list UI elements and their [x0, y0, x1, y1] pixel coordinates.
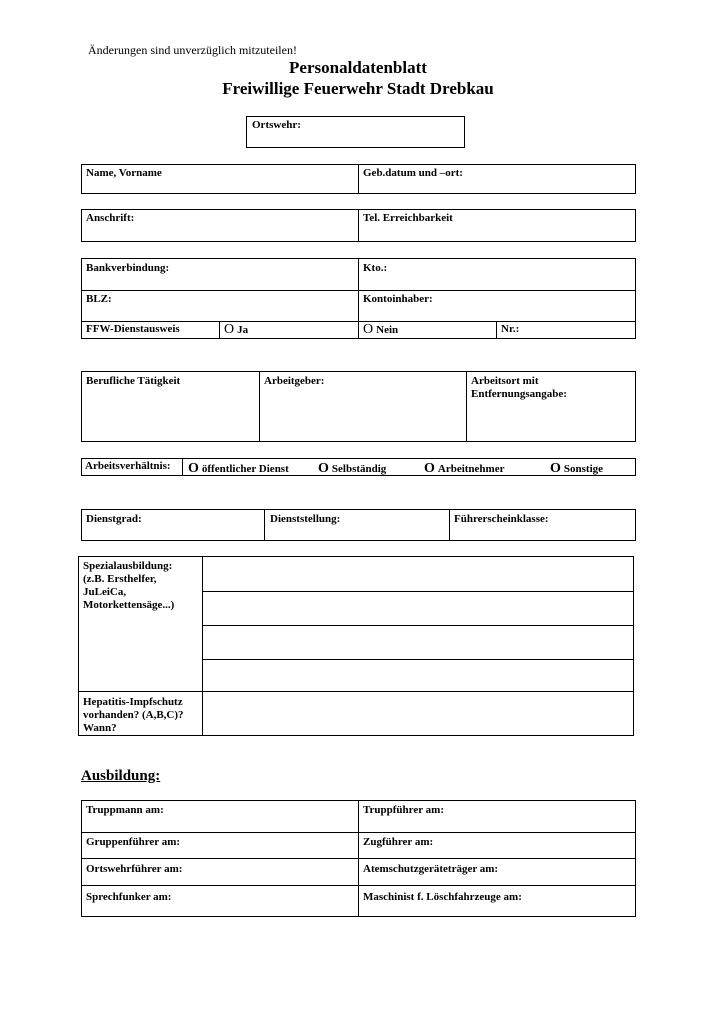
nr-label: Nr.:: [501, 323, 520, 335]
kto-label: Kto.:: [363, 262, 388, 274]
bank-table: [81, 258, 636, 339]
beruf-table: [81, 371, 636, 442]
option-selbstaendig[interactable]: O Selbständig: [318, 461, 387, 476]
sprechfunker-label: Sprechfunker am:: [86, 891, 172, 903]
kontoinhaber-label: Kontoinhaber:: [363, 293, 433, 305]
spezial-label-2: (z.B. Ersthelfer,: [83, 573, 157, 585]
ausbildung-table: [81, 800, 636, 917]
anschrift-label: Anschrift:: [86, 212, 135, 224]
arbeitsort-label-2: Entfernungsangabe:: [471, 388, 567, 400]
ja-option[interactable]: O Ja: [224, 322, 249, 337]
tel-label: Tel. Erreichbarkeit: [363, 212, 453, 224]
dienstgrad-label: Dienstgrad:: [86, 513, 142, 525]
page-title: Personaldatenblatt: [289, 58, 427, 77]
radio-circle-icon: O: [363, 322, 374, 337]
ausweis-label: FFW-Dienstausweis: [86, 323, 180, 335]
notice-text: Änderungen sind unverzüglich mitzuteilen!: [88, 43, 297, 57]
radio-circle-icon: O: [424, 461, 435, 476]
name-geb-row: [81, 164, 636, 194]
hepatitis-label-3: Wann?: [83, 722, 117, 734]
spezial-label-1: Spezialausbildung:: [83, 560, 173, 572]
radio-circle-icon: O: [550, 461, 561, 476]
option-arbeitnehmer[interactable]: O Arbeitnehmer: [424, 461, 505, 476]
gruppenfuehrer-label: Gruppenführer am:: [86, 836, 181, 848]
maschinist-label: Maschinist f. Löschfahrzeuge am:: [363, 891, 522, 903]
arbeitsort-label-1: Arbeitsort mit: [471, 375, 539, 387]
spezial-label-3: JuLeiCa,: [83, 586, 127, 598]
anschrift-tel-row: [81, 209, 636, 242]
radio-circle-icon: O: [318, 461, 329, 476]
taetigkeit-label: Berufliche Tätigkeit: [86, 375, 181, 387]
geb-label: Geb.datum und –ort:: [363, 167, 463, 179]
radio-circle-icon: O: [224, 322, 235, 337]
radio-circle-icon: O: [188, 461, 199, 476]
option-sonstige[interactable]: O Sonstige: [550, 461, 604, 476]
truppfuehrer-label: Truppführer am:: [363, 804, 444, 816]
zugfuehrer-label: Zugführer am:: [363, 836, 434, 848]
spezial-label-4: Motorkettensäge...): [83, 599, 175, 611]
ausbildung-heading: Ausbildung:: [81, 768, 161, 784]
page-subtitle: Freiwillige Feuerwehr Stadt Drebkau: [222, 79, 494, 98]
ortswehr-field[interactable]: [246, 116, 465, 148]
fuehrerschein-label: Führerscheinklasse:: [454, 513, 549, 525]
bankverbindung-label: Bankverbindung:: [86, 262, 170, 274]
ortswehr-label: Ortswehr:: [252, 119, 301, 131]
dienst-row: [81, 509, 636, 541]
nein-option[interactable]: O Nein: [363, 322, 399, 337]
name-label: Name, Vorname: [86, 167, 162, 179]
hepatitis-label-1: Hepatitis-Impfschutz: [83, 696, 183, 708]
dienststellung-label: Dienststellung:: [270, 513, 341, 525]
arbeitsverhaeltnis-label: Arbeitsverhältnis:: [85, 460, 171, 472]
ortswehrfuehrer-label: Ortswehrführer am:: [86, 863, 183, 875]
arbeitgeber-label: Arbeitgeber:: [264, 375, 325, 387]
truppmann-label: Truppmann am:: [86, 804, 164, 816]
arbeitsverhaeltnis-row: [81, 458, 636, 476]
atemschutz-label: Atemschutzgeräteträger am:: [363, 863, 499, 875]
option-oeffentlich[interactable]: O öffentlicher Dienst: [188, 461, 289, 476]
spezial-table: [78, 556, 634, 736]
blz-label: BLZ:: [86, 293, 112, 305]
hepatitis-label-2: vorhanden? (A,B,C)?: [83, 709, 184, 721]
